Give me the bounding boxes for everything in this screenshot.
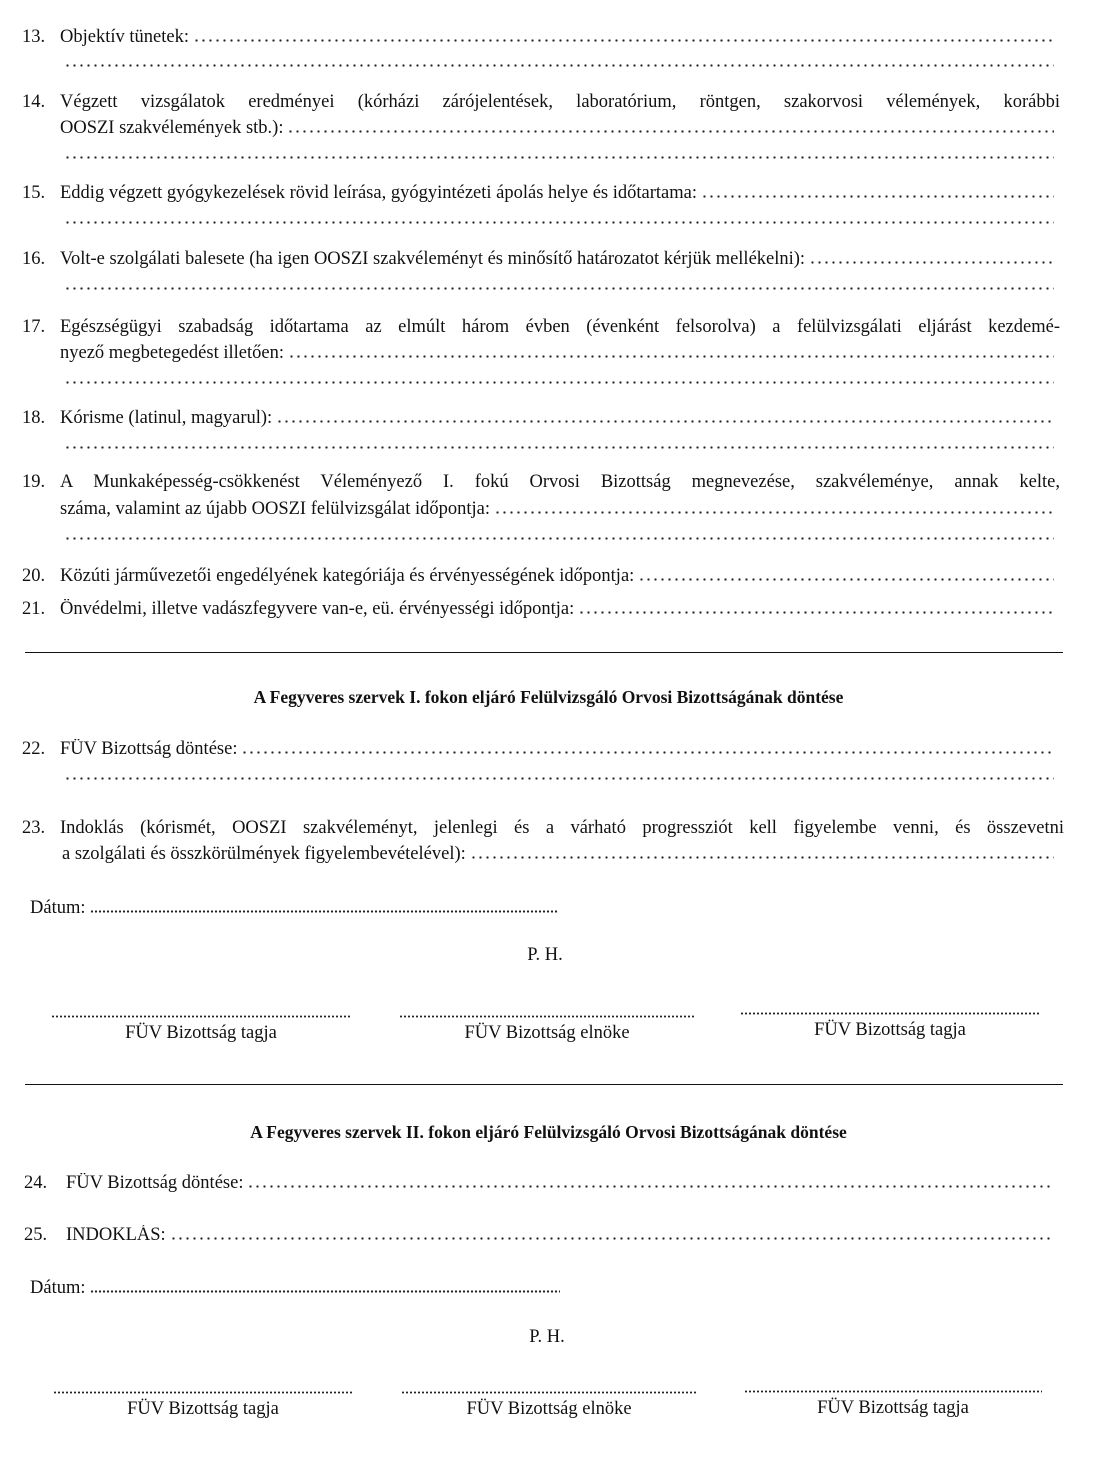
dotted-fill (494, 510, 1054, 515)
dotted-fill (287, 129, 1054, 134)
field-label: Objektív tünetek: (60, 27, 189, 47)
date-label: Dátum: (30, 898, 86, 918)
dotted-answer-line[interactable] (64, 445, 1054, 450)
field-label: nyező megbetegedést illetően: (60, 343, 284, 363)
dotted-fill (276, 419, 1054, 424)
signature-member-left[interactable] (53, 1390, 353, 1420)
stamp-placeholder: P. H. (529, 1327, 565, 1347)
section-2-heading: A Fegyveres szervek II. fokon eljáró Felülvizsgáló Orvosi Bizottságának döntése (250, 1122, 847, 1142)
item-number: 13. (22, 27, 46, 47)
field-13-objective-symptoms[interactable] (22, 27, 1054, 48)
field-label: a szolgálati és összkörülmények figyelembevételével): (62, 844, 466, 864)
field-label: száma, valamint az újabb OOSZI felülvizsgálat időpontja: (60, 499, 490, 519)
item-number: 22. (22, 739, 46, 759)
signature-caption: FÜV Bizottság tagja (127, 1399, 279, 1419)
field-14-test-results[interactable] (60, 118, 1054, 139)
dotted-fill (247, 1184, 1054, 1189)
dotted-fill (701, 194, 1054, 199)
date-label: Dátum: (30, 1278, 86, 1298)
section-divider (25, 652, 1063, 653)
field-label: A Munkaképesség-csökkenést Véleményező I. fokú Orvosi Bizottság megnevezése, szakvéleménye, annak kelte, (60, 472, 1060, 492)
field-label: Indoklás (kórismét, OOSZI szakvéleményt, jelenlegi és a várható progressziót kell figyelembe venni, és összevetni (60, 818, 1064, 838)
stamp-placeholder: P. H. (527, 945, 563, 965)
dotted-answer-line[interactable] (64, 286, 1054, 291)
signature-line (51, 1014, 351, 1019)
field-label: Eddig végzett gyógykezelések rövid leírása, gyógyintézeti ápolás helye és időtartama: (60, 183, 697, 203)
signature-member-left[interactable] (51, 1014, 351, 1044)
item-number: 17. (22, 317, 46, 337)
date-field[interactable] (30, 1278, 560, 1299)
signature-chairman[interactable] (399, 1390, 699, 1420)
field-15-treatments[interactable] (22, 183, 1054, 204)
signature-caption: FÜV Bizottság elnöke (464, 1023, 630, 1043)
signature-line (53, 1390, 353, 1395)
date-field[interactable] (30, 898, 558, 919)
field-24-committee-decision[interactable] (24, 1173, 1054, 1194)
item-number: 18. (22, 408, 46, 428)
field-label: Végzett vizsgálatok eredményei (kórházi zárójelentések, laboratórium, röntgen, szakorvosi vélemények, korábbi (60, 92, 1060, 112)
field-label: Önvédelmi, illetve vadászfegyvere van-e, eü. érvényességi időpontja: (60, 599, 575, 619)
dotted-fill (470, 855, 1054, 860)
signature-line (399, 1014, 695, 1019)
field-14-label-line-1 (22, 92, 1060, 113)
signature-caption: FÜV Bizottság tagja (125, 1023, 277, 1043)
field-label: FÜV Bizottság döntése: (66, 1173, 244, 1193)
field-label: FÜV Bizottság döntése: (60, 739, 238, 759)
dotted-fill (241, 750, 1054, 755)
field-label: Egészségügyi szabadság időtartama az elmúlt három évben (évenként felsorolva) a felülvizsgálati eljárást kezdemé- (60, 317, 1060, 337)
item-number: 15. (22, 183, 46, 203)
field-18-diagnosis[interactable] (22, 408, 1054, 429)
item-number: 16. (22, 249, 46, 269)
dotted-answer-line[interactable] (64, 155, 1054, 160)
signature-chairman[interactable] (397, 1014, 697, 1044)
field-17-label-line-1 (22, 317, 1060, 338)
dotted-answer-line[interactable] (64, 63, 1054, 68)
dotted-answer-line[interactable] (64, 380, 1054, 385)
field-19-committee-opinion[interactable] (60, 499, 1054, 520)
dotted-answer-line[interactable] (64, 220, 1054, 225)
signature-member-right[interactable] (740, 1011, 1040, 1041)
item-number: 19. (22, 472, 46, 492)
field-label: INDOKLÁS: (66, 1225, 166, 1245)
signature-line (401, 1390, 697, 1395)
dotted-answer-line[interactable] (64, 776, 1054, 781)
dotted-fill (809, 260, 1054, 265)
dotted-fill (578, 610, 1054, 615)
dotted-fill (90, 909, 559, 914)
field-label: Volt-e szolgálati balesete (ha igen OOSZI szakvéleményt és minősítő határozatot kérjük mellékelni): (60, 249, 806, 269)
field-20-driving-license[interactable] (22, 566, 1054, 587)
item-number: 23. (22, 818, 46, 838)
dotted-fill (288, 354, 1054, 359)
field-label: Közúti járművezetői engedélyének kategóriája és érvényességének időpontja: (60, 566, 635, 586)
dotted-fill (638, 577, 1054, 582)
item-number: 20. (22, 566, 46, 586)
dotted-fill (90, 1289, 561, 1294)
signature-caption: FÜV Bizottság elnöke (466, 1399, 632, 1419)
section-divider (25, 1084, 1063, 1085)
item-number: 25. (24, 1225, 48, 1245)
signature-member-right[interactable] (743, 1389, 1043, 1419)
field-label: OOSZI szakvélemények stb.): (60, 118, 284, 138)
field-22-committee-decision[interactable] (22, 739, 1054, 760)
field-19-label-line-1 (22, 472, 1060, 493)
dotted-fill (170, 1236, 1054, 1241)
section-1-heading: A Fegyveres szervek I. fokon eljáró Felülvizsgáló Orvosi Bizottságának döntése (253, 687, 844, 707)
field-23-label-line-1 (22, 818, 1064, 839)
signature-caption: FÜV Bizottság tagja (814, 1020, 966, 1040)
field-21-firearm[interactable] (22, 599, 1054, 620)
field-25-justification[interactable] (24, 1225, 1054, 1246)
field-17-sick-leave[interactable] (60, 343, 1054, 364)
item-number: 14. (22, 92, 46, 112)
signature-line (744, 1389, 1042, 1394)
field-label: Kórisme (latinul, magyarul): (60, 408, 273, 428)
signature-caption: FÜV Bizottság tagja (817, 1398, 969, 1418)
field-23-justification[interactable] (62, 844, 1054, 865)
field-16-service-accident[interactable] (22, 249, 1054, 270)
item-number: 21. (22, 599, 46, 619)
item-number: 24. (24, 1173, 48, 1193)
dotted-answer-line[interactable] (64, 536, 1054, 541)
signature-line (740, 1011, 1040, 1016)
dotted-fill (193, 38, 1054, 43)
